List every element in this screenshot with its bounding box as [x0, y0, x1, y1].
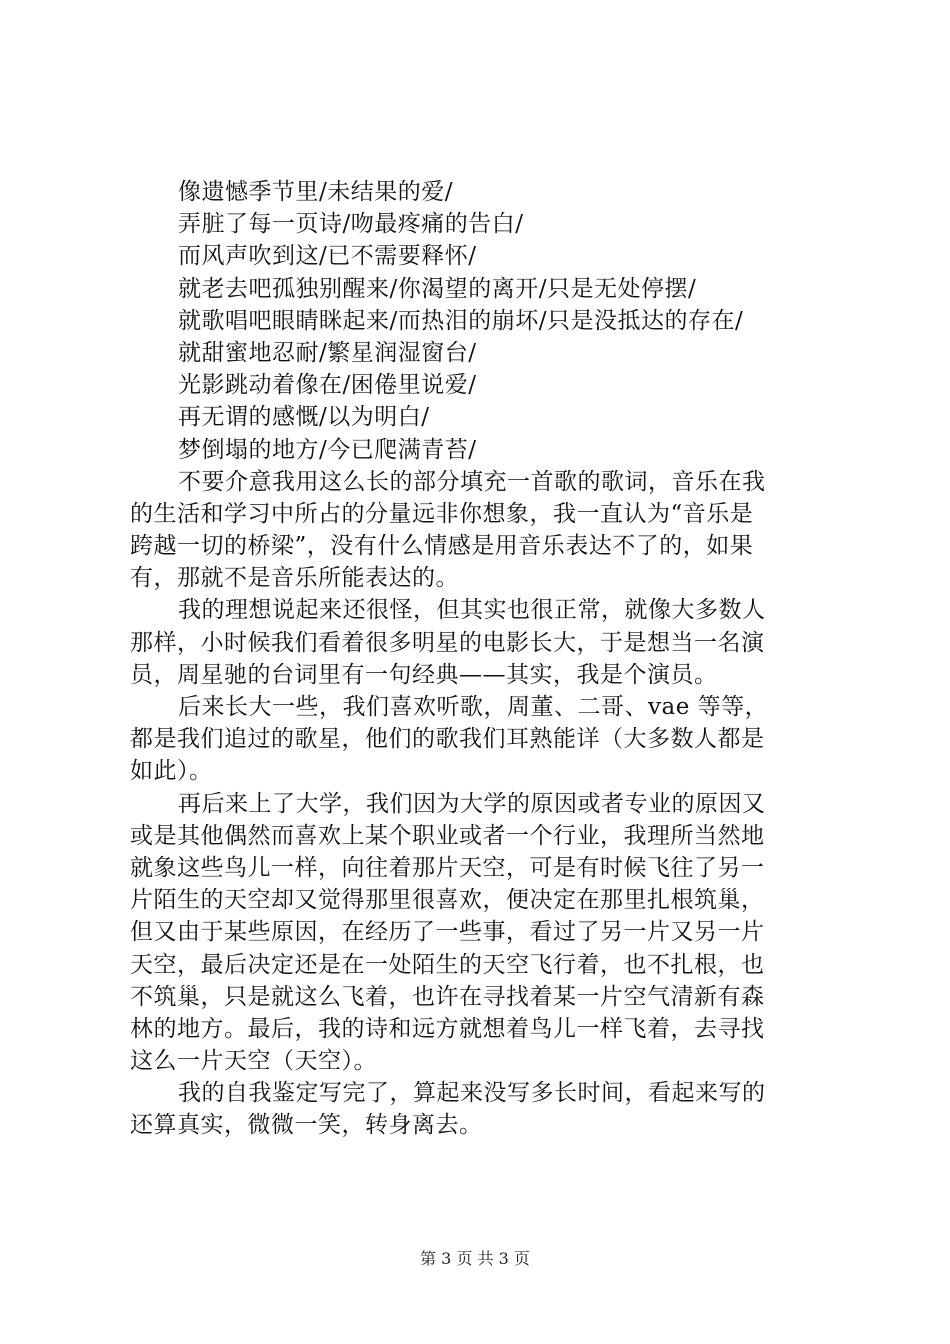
paragraph-line: 都是我们追过的歌星，他们的歌我们耳熟能详（大多数人都是 — [130, 726, 765, 753]
lyric-line: 就甜蜜地忍耐/繁星润湿窗台/ — [178, 339, 477, 366]
paragraph-ideal — [130, 594, 830, 691]
paragraph-line: 跨越一切的桥梁”，没有什么情感是用音乐表达不了的，如果 — [130, 533, 754, 560]
paragraph-line: 或是其他偶然而喜欢上某个职业或者一个行业，我理所当然地 — [130, 822, 765, 849]
lyric-line: 弄脏了每一页诗/吻最疼痛的告白/ — [178, 211, 524, 238]
paragraph-line: 但又由于某些原因，在经历了一些事，看过了另一片又另一片 — [130, 919, 765, 946]
paragraph-line: 天空，最后决定还是在一处陌生的天空飞行着，也不扎根，也 — [130, 951, 765, 978]
paragraph-line: 片陌生的天空却又觉得那里很喜欢，便决定在那里扎根筑巢， — [130, 887, 765, 914]
paragraph-line: 还算真实，微微一笑，转身离去。 — [130, 1112, 483, 1139]
paragraph-line: 再后来上了大学，我们因为大学的原因或者专业的原因又 — [178, 790, 766, 817]
paragraph-conclusion — [130, 1077, 830, 1141]
paragraph-line: 我的理想说起来还很怪，但其实也很正常，就像大多数人 — [178, 597, 766, 624]
lyric-line: 就歌唱吧眼睛眯起来/而热泪的崩坏/只是没抵达的存在/ — [178, 307, 744, 334]
paragraph-line: 有，那就不是音乐所能表达的。 — [130, 565, 459, 592]
paragraph-line: 后来长大一些，我们喜欢听歌，周董、二哥、vae 等等， — [178, 694, 769, 720]
paragraph-line: 就象这些鸟儿一样，向往着那片天空，可是有时候飞往了另一 — [130, 854, 765, 881]
lyric-line: 而风声吹到这/已不需要释怀/ — [178, 243, 477, 270]
paragraph-line: 的生活和学习中所占的分量远非你想象，我一直认为“音乐是 — [130, 500, 754, 527]
lyric-line: 就老去吧孤独别醒来/你渴望的离开/只是无处停摆/ — [178, 275, 697, 302]
document-body — [130, 176, 830, 1142]
lyric-line: 像遗憾季节里/未结果的爱/ — [178, 179, 453, 205]
paragraph-music — [130, 466, 830, 595]
lyric-line: 再无谓的感慨/以为明白/ — [178, 404, 430, 431]
paragraph-line: 林的地方。最后，我的诗和远方就想着鸟儿一样飞着，去寻找 — [130, 1015, 765, 1042]
paragraph-line: 如此）。 — [130, 758, 213, 785]
lyric-line: 光影跳动着像在/困倦里说爱/ — [178, 372, 477, 399]
lyric-line: 梦倒塌的地方/今已爬满青苔/ — [178, 436, 477, 463]
paragraph-line: 这么一片天空（天空）。 — [130, 1048, 377, 1075]
paragraph-line: 员，周星驰的台词里有一句经典——其实，我是个演员。 — [130, 661, 718, 688]
paragraph-line: 不要介意我用这么长的部分填充一首歌的歌词，音乐在我 — [178, 468, 766, 495]
paragraph-line: 那样，小时候我们看着很多明星的电影长大，于是想当一名演 — [130, 629, 765, 656]
paragraph-university — [130, 788, 830, 1078]
paragraph-line: 我的自我鉴定写完了，算起来没写多长时间，看起来写的 — [178, 1080, 766, 1107]
paragraph-songs — [130, 691, 830, 788]
paragraph-line: 不筑巢，只是就这么飞着，也许在寻找着某一片空气清新有森 — [130, 983, 765, 1010]
page-number-footer: 第 3 页 共 3 页 — [420, 1249, 530, 1268]
lyrics-block — [130, 176, 830, 466]
